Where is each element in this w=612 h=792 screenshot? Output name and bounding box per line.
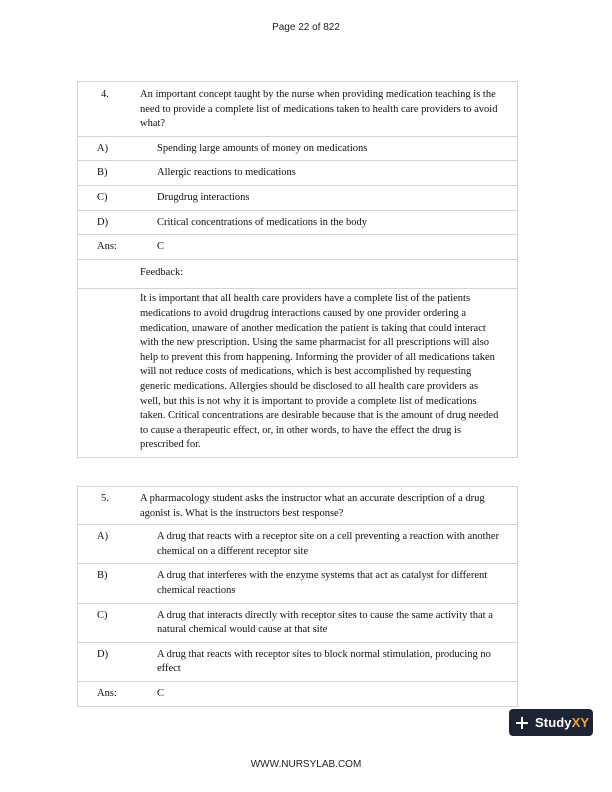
option-row [78, 211, 517, 236]
answer-row [78, 235, 517, 260]
option-text: Allergic reactions to medications [157, 167, 296, 179]
option-row [78, 564, 517, 603]
feedback-label-row [78, 260, 517, 290]
question-5-table [77, 486, 518, 707]
studyxy-logo-text: StudyXY [535, 715, 590, 730]
feedback-label: Feedback: [140, 266, 184, 278]
option-row [78, 186, 517, 211]
question-row [78, 82, 517, 137]
option-text: A drug that reacts with receptor sites to block normal stimulation, producing no effect [157, 648, 491, 675]
page-number: Page 22 of 822 [272, 22, 340, 33]
option-text: A drug that interacts directly with receptor sites to cause the same activity that a natural chemical would cause at that site [157, 609, 493, 636]
option-row [78, 137, 517, 162]
answer-value: C [157, 241, 165, 253]
answer-label: Ans: [97, 687, 117, 699]
studyxy-badge[interactable] [509, 709, 593, 736]
option-label: A) [97, 531, 109, 543]
option-row [78, 604, 517, 643]
option-text: Spending large amounts of money on medications [157, 142, 368, 154]
option-text: A drug that reacts with a receptor site on a cell preventing a reaction with another chemical on a different receptor site [157, 531, 499, 557]
option-label: B) [97, 167, 108, 179]
question-text: An important concept taught by the nurse when providing medication teaching is the need to provide a complete list of medications taken to health care providers to avoid what? [140, 89, 498, 130]
question-number: 4. [101, 89, 109, 100]
option-label: A) [97, 142, 109, 154]
option-text: Drugdrug interactions [157, 191, 250, 203]
footer-url: WWW.NURSYLAB.COM [250, 759, 362, 770]
option-row [78, 525, 517, 564]
question-number: 5. [101, 493, 109, 504]
answer-row [78, 682, 517, 706]
answer-value: C [157, 687, 165, 699]
option-label: B) [97, 570, 108, 582]
option-label: C) [97, 191, 108, 203]
option-label: C) [97, 609, 108, 621]
option-label: D) [97, 648, 109, 660]
feedback-text: It is important that all health care providers have a complete list of the patients medications to avoid drugdrug interactions caused by one provider ordering a medication, unaware of another medication the patient is taking that could interact with the new prescription. Using the same pharmacist for all prescriptions will also help to prevent this from happening. Informing the provider of all medications taken will not reduce costs of medications, which is best accomplished by requesting generic medications. Allergies should be disclosed to all health care providers as well, but this is not why it is important to provide a complete list of medications taken. Critical concentrations are desirable because that is the amount of drug needed to cause a therapeutic effect, or, in other words, to have the effect the drug is prescribed for. [140, 293, 499, 451]
question-4-table [77, 81, 518, 458]
option-row [78, 161, 517, 186]
plus-icon [516, 717, 528, 729]
option-text: Critical concentrations of medications in the body [157, 216, 367, 228]
option-label: D) [97, 216, 109, 228]
feedback-row [78, 289, 517, 457]
answer-label: Ans: [97, 241, 117, 253]
option-text: A drug that interferes with the enzyme systems that act as catalyst for different chemical reactions [157, 570, 488, 596]
question-row [78, 487, 517, 525]
question-text: A pharmacology student asks the instructor what an accurate description of a drug agonist is. What is the instructors best response? [140, 493, 485, 519]
option-row [78, 643, 517, 682]
